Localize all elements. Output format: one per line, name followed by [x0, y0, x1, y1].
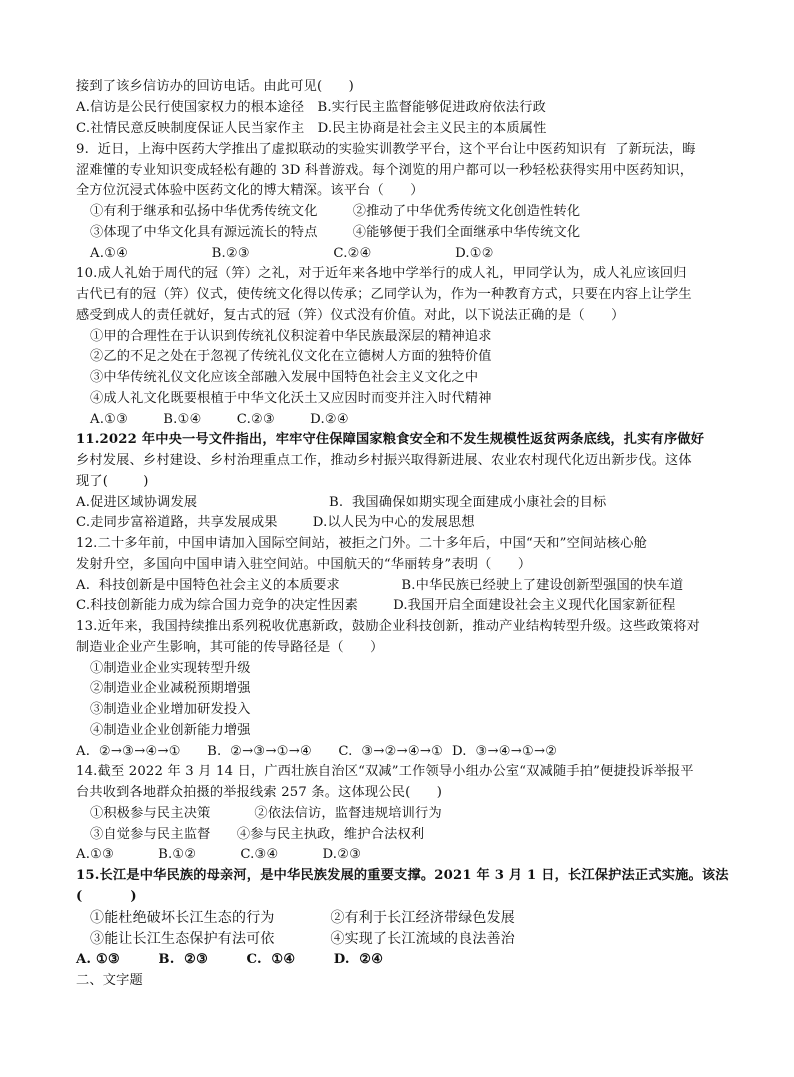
statement-line: ③体现了中华文化具有源远流长的特点 ④能够便于我们全面继承中华传统文化 [90, 225, 581, 240]
option-line: C.科技创新能力成为综合国力竞争的决定性因素 D.我国开启全面建设社会主义现代化国家新征程 [76, 598, 676, 613]
text-line: 乡村发展、乡村建设、乡村治理重点工作，推动乡村振兴取得新进展、农业农村现代化迈出新步伐。这体 [76, 453, 692, 468]
statement-line: ③自觉参与民主监督 ④参与民主执政，维护合法权利 [90, 827, 425, 842]
statement-line: ③制造业企业增加研发投入 [90, 702, 251, 717]
statement-line: ①甲的合理性在于认识到传统礼仪积淀着中华民族最深层的精神追求 [90, 329, 492, 344]
text-line: 涩难懂的专业知识变成轻松有趣的 3D 科普游戏。每个浏览的用户都可以一秒轻松获得实用中医药知识， [76, 163, 694, 178]
text-line: 现了( ) [76, 474, 149, 489]
statement-line: ④制造业企业创新能力增强 [90, 723, 251, 738]
question-13: 13.近年来，我国持续推出系列税收优惠新政，鼓励企业科技创新，推动产业结构转型升级。这些政策将对 [76, 619, 701, 634]
text-line: 感受到成人的责任就好，复古式的冠（笄）仪式没有价值。对此，以下说法正确的是（ ） [76, 308, 625, 323]
question-9: 9. 近日，上海中医药大学推出了虚拟联动的实验实训教学平台，这个平台让中医药知识有 了新玩法，晦 [76, 142, 696, 157]
text-line: 全方位沉浸式体验中医药文化的博大精深。该平台（ ） [76, 183, 424, 198]
text-line: 古代已有的冠（笄）仪式，使传统文化得以传承；乙同学认为，作为一种教育方式，只要在内容上让学生 [76, 287, 692, 302]
question-11: 11.2022 年中央一号文件指出，牢牢守住保障国家粮食安全和不发生规模性返贫两条底线，扎实有序做好 [76, 432, 705, 447]
section-heading: 二、文字题 [76, 973, 143, 988]
option-line: C.走同步富裕道路，共享发展成果 D.以人民为中心的发展思想 [76, 515, 475, 530]
option-line: C.社情民意反映制度保证人民当家作主 D.民主协商是社会主义民主的本质属性 [76, 121, 547, 136]
question-14: 14.截至 2022 年 3 月 14 日，广西壮族自治区“双减”工作领导小组办公室“双减随手拍”便捷投诉举报平 [76, 764, 694, 779]
text-line: 台共收到各地群众拍摄的举报线索 257 条。这体现公民( ) [76, 785, 443, 800]
question-15: 15.长江是中华民族的母亲河，是中华民族发展的重要支撑。2021 年 3 月 1 日，长江保护法正式实施。该法 [76, 868, 729, 883]
text-line: 发射升空，多国向中国申请入驻空间站。中国航天的“华丽转身”表明（ ） [76, 557, 532, 572]
option-line: A.①③ B.①④ C.②③ D.②④ [90, 412, 349, 427]
statement-line: ②乙的不足之处在于忽视了传统礼仪文化在立德树人方面的独特价值 [90, 349, 492, 364]
option-line: A. ①③ B. ②③ C. ①④ D. ②④ [76, 952, 384, 967]
statement-line: ①能杜绝破坏长江生态的行为 ②有利于长江经济带绿色发展 [90, 910, 516, 926]
statement-line: ①制造业企业实现转型升级 [90, 661, 251, 676]
statement-line: ③能让长江生态保护有法可依 ④实现了长江流域的良法善治 [90, 931, 516, 947]
option-line: A.促进区域协调发展 B. 我国确保如期实现全面建成小康社会的目标 [76, 495, 607, 510]
statement-line: ①有利于继承和弘扬中华优秀传统文化 ②推动了中华优秀传统文化创造性转化 [90, 204, 581, 219]
option-line: A.①④ B.②③ C.②④ D.①② [90, 246, 494, 261]
question-10: 10.成人礼始于周代的冠（笄）之礼，对于近年来各地中学举行的成人礼，甲同学认为，成人礼应该回归 [76, 266, 687, 281]
statement-line: ①积极参与民主决策 ②依法信访，监督违规培训行为 [90, 806, 442, 821]
option-line: A. 科技创新是中国特色社会主义的本质要求 B.中华民族已经驶上了建设创新型强国的快车道 [76, 578, 684, 593]
option-line: A.①③ B.①② C.③④ D.②③ [76, 847, 362, 862]
text-line: 接到了该乡信访办的回访电话。由此可见( ) [76, 79, 355, 94]
option-line: A. ②→③→④→① B. ②→③→①→④ C. ③→②→④→① D. ③→④→①→② [76, 744, 558, 759]
text-line: 制造业企业产生影响，其可能的传导路径是（ ） [76, 640, 384, 655]
text-line: ( ) [76, 889, 137, 904]
question-12: 12.二十多年前，中国申请加入国际空间站，被拒之门外。二十多年后，中国“天和”空间站核心舱 [76, 536, 647, 551]
statement-line: ③中华传统礼仪文化应该全部融入发展中国特色社会主义文化之中 [90, 370, 479, 385]
option-line: A.信访是公民行使国家权力的根本途径 B.实行民主监督能够促进政府依法行政 [76, 100, 546, 115]
statement-line: ④成人礼文化既要根植于中华文化沃土又应因时而变并注入时代精神 [90, 391, 492, 406]
statement-line: ②制造业企业减税预期增强 [90, 681, 251, 696]
